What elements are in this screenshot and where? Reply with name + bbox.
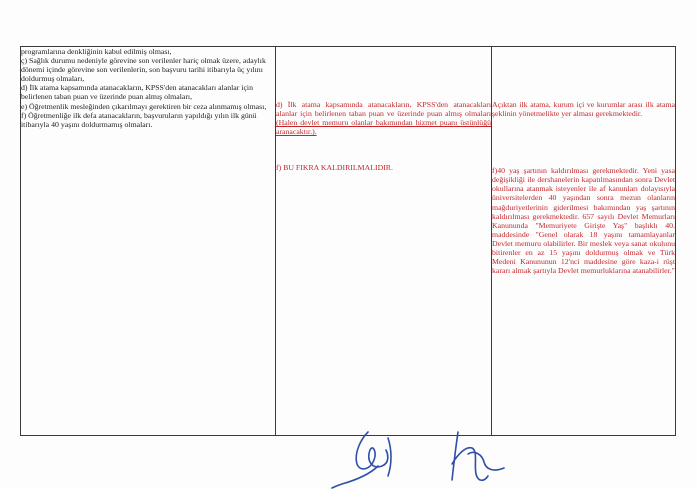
justification-item-f: f)40 yaş şartının kaldırılması gerekmektedir. Yeni yasa değişikliği ile dershanelerin kapatılmasından sonra Devlet okullarına atanmak isteyenler ile af kanunları dolayısıyla üniversitelerden 40 yaşından sonra mezun olanların mağduriyetlerinin giderilmesi bakımından yaş şartının kaldırılması gerekmektedir. 657 sayılı Devlet Memurları Kanununda "Memuriyete Girişte Yaş" başlıklı 40. maddesinde "Genel olarak 18 yaşını tamamlayanlar Devlet memuru olabilirler. Bir meslek veya sanat okulunu bitirenler en az 15 yaşını doldurmuş olmak ve Türk Medeni Kanununun 12'nci maddesine göre kaza-i rüşt kararı almak şartıyla Devlet memurluklarına atanabilirler." [492,166,675,276]
table-row [21,47,676,436]
left-line-4: e) Öğretmenlik mesleğinden çıkarılmayı gerektiren bir ceza alınmamış olması, [21,101,267,111]
left-line-5: f) Öğretmenliğe ilk defa atanacakların, başvuruların yapıldığı yılın ilk günü itibarıyla 40 yaşını doldurmamış olmaları. [21,110,257,129]
proposed-text-cell [276,47,492,436]
justification-cell [492,47,676,436]
proposed-item-d [276,100,491,136]
proposed-item-d-underlined: (Halen devlet memuru olanlar bakımından hizmet puanı üstünlüğü aranacaktır.). [276,118,491,137]
left-line-1: programlarına denkliğinin kabul edilmiş olması, [21,47,172,56]
proposed-item-f: f) BU FIKRA KALDIRILMALIDIR. [276,163,393,173]
proposed-item-d-main: d) İlk atama kapsamında atanacakların, KPSS'den atanacakları alanlar için belirlenen taban puan ve üzerinde puan almış olmaları [276,100,491,119]
left-line-2: ç) Sağlık durumu nedeniyle görevine son verilenler hariç olmak üzere, adaylık dönemi içinde görevine son verilenlerin, son başvuru tarihi itibarıyla üç yılını doldurmuş olmaları, [21,56,266,84]
left-line-3: d) İlk atama kapsamında atanacakların, KPSS'den atanacakları alanlar için belirlenen taban puan ve üzerinde puan almış olmaları, [21,83,253,102]
current-text-cell [21,47,276,436]
comparison-table [20,46,676,436]
justification-item-d: Açıktan ilk atama, kurum içi ve kurumlar arası ilk atama şeklinin yönetmelikte yer alması gerekmektedir. [492,100,675,119]
